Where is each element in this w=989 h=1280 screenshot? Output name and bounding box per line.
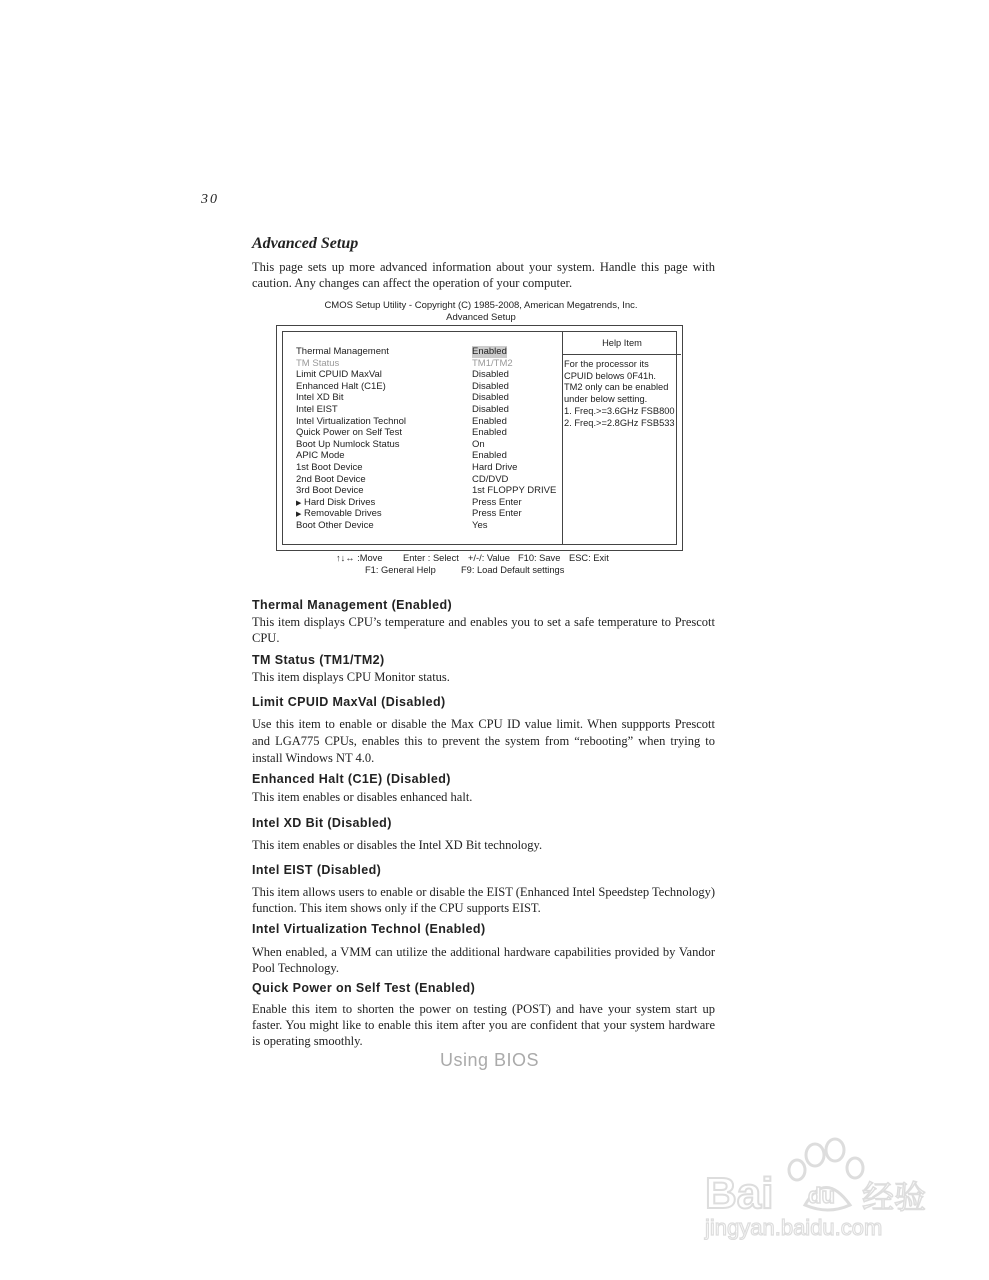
setting-value[interactable]: Press Enter [472,508,522,520]
section-heading: Limit CPUID MaxVal (Disabled) [252,695,446,709]
setting-name [296,450,345,462]
section-heading: TM Status (TM1/TM2) [252,653,385,667]
setting-value[interactable]: CD/DVD [472,473,509,485]
svg-text:经验: 经验 [862,1178,927,1216]
submenu-arrow-icon: ▶ [296,499,302,507]
help-line: 2. Freq.>=2.8GHz FSB533 [564,417,675,428]
help-text [563,355,681,433]
setting-label: 1st Boot Device [296,462,363,473]
setting-name [296,392,344,404]
setting-value[interactable]: Hard Drive [472,462,518,473]
help-line: TM2 only can be enabled [564,382,669,393]
bios-key-legend [276,552,686,576]
setting-label: APIC Mode [296,450,345,462]
key-defaults: F9: Load Default settings [461,565,565,575]
bios-copyright: CMOS Setup Utility - Copyright (C) 1985-2008, American Megatrends, Inc. [324,300,638,311]
bios-setting-row[interactable] [296,520,566,532]
setting-label: Intel EIST [296,404,338,415]
setting-label: 3rd Boot Device [296,485,364,497]
baidu-paw-logo [700,1130,940,1240]
setting-name [296,369,382,381]
setting-name [296,439,400,451]
section-heading: Thermal Management (Enabled) [252,598,453,612]
help-panel [562,332,681,544]
setting-label: Boot Other Device [296,520,374,531]
svg-text:Bai: Bai [705,1169,774,1218]
bios-setting-row[interactable] [296,427,566,439]
setting-name [296,462,363,474]
setting-name [296,381,386,393]
setting-label: Limit CPUID MaxVal [296,369,382,381]
intro-text: This page sets up more advanced information about your system. Handle this page with caution. Any changes can affect the operation of your computer. [252,260,715,290]
key-save: F10: Save [518,553,561,563]
setting-name [296,404,338,416]
section-text: This item enables or disables the Intel XD Bit technology. [252,838,543,852]
bios-setting-row[interactable] [296,450,566,462]
bios-setting-row[interactable] [296,497,566,509]
bios-setting-row[interactable] [296,369,566,381]
section-text: This item allows users to enable or disable the EIST (Enhanced Intel Speedstep Technology) function. This item shows only if the CPU supports EIST. [252,885,715,915]
section-heading: Enhanced Halt (C1E) (Disabled) [252,772,451,786]
section-heading: Quick Power on Self Test (Enabled) [252,981,476,995]
section-text: This item displays CPU’s temperature and enables you to set a safe temperature to Prescott CPU. [252,615,715,645]
bios-setting-row[interactable] [296,474,566,486]
bios-setting-row[interactable] [296,485,566,497]
help-line: under below setting. [564,394,648,405]
section-heading: Intel XD Bit (Disabled) [252,816,392,830]
setting-label: Intel Virtualization Technol [296,415,407,427]
setting-label: Thermal Management [296,346,389,357]
setting-value[interactable]: Enabled [472,427,507,439]
bios-caption [276,300,686,324]
help-line: For the processor its [564,359,649,369]
bios-setting-row[interactable] [296,462,566,474]
bios-setting-row[interactable] [296,508,566,520]
bios-setting-row[interactable] [296,416,566,428]
setting-label: Boot Up Numlock Status [296,438,400,450]
bios-setting-row[interactable] [296,404,566,416]
setting-label: Enhanced Halt (C1E) [296,380,386,392]
setting-name [296,427,402,439]
setting-value[interactable]: 1st FLOPPY DRIVE [472,485,557,497]
bios-setting-row[interactable] [296,346,566,358]
section-text: Use this item to enable or disable the Max CPU ID value limit. When suppports Prescott and LGA775 CPUs, enables this to prevent the system from “rebooting” when trying to install Windows NT 4.0. [252,717,715,765]
bios-panel [282,331,677,545]
key-help: F1: General Help [365,565,436,575]
setting-label: Hard Disk Drives [304,496,376,508]
section-text: When enabled, a VMM can utilize the additional hardware capabilities provided by Vandor Pool Technology. [252,945,715,975]
setting-name [296,416,406,428]
setting-value[interactable]: Press Enter [472,496,522,508]
setting-value[interactable]: Enabled [472,450,507,462]
setting-value[interactable]: Disabled [472,392,509,404]
setting-name [296,520,374,532]
setting-value[interactable]: Enabled [472,415,507,427]
setting-label: Quick Power on Self Test [296,427,402,439]
svg-text:du: du [808,1183,835,1208]
setting-value[interactable]: TM1/TM2 [472,357,513,369]
setting-label: Removable Drives [304,508,382,520]
key-value: +/-/: Value [468,553,510,563]
key-move: ↑↓↔ :Move [336,553,383,563]
section-text: Enable this item to shorten the power on testing (POST) and have your system start up faster. You might like to enable this item after you are confident that your system hardware is operating smoothly. [252,1002,715,1048]
page-title: Advanced Setup [252,235,359,252]
page-number: 30 [201,192,219,207]
help-line: 1. Freq.>=3.6GHz FSB800 [564,405,675,416]
setting-value[interactable]: Yes [472,520,488,531]
setting-value[interactable]: On [472,438,485,450]
footer-chapter: Using BIOS [440,1050,540,1070]
setting-value[interactable]: Enabled [472,346,507,357]
section-heading: Intel Virtualization Technol (Enabled) [252,922,486,936]
baidu-watermark [700,1130,940,1240]
bios-setting-row[interactable] [296,439,566,451]
bios-setting-row[interactable] [296,381,566,393]
submenu-arrow-icon: ▶ [296,511,302,519]
setting-value[interactable]: Disabled [472,369,509,381]
bios-screen [276,325,683,551]
setting-name [296,474,366,486]
bios-setting-row[interactable] [296,358,566,370]
setting-value[interactable]: Disabled [472,404,509,415]
key-select: Enter : Select [403,553,459,563]
bios-setting-row[interactable] [296,392,566,404]
setting-label: TM Status [296,357,340,369]
section-heading: Intel EIST (Disabled) [252,863,382,877]
bios-screen-title: Advanced Setup [446,312,516,323]
setting-label: 2nd Boot Device [296,473,366,485]
svg-text:jingyan.baidu.com: jingyan.baidu.com [705,1215,883,1240]
section-text: This item displays CPU Monitor status. [252,670,450,684]
setting-value[interactable]: Disabled [472,380,509,392]
key-exit: ESC: Exit [569,553,609,563]
setting-name [296,485,364,497]
setting-name [296,346,389,358]
help-title: Help Item [563,332,681,355]
section-text: This item enables or disables enhanced halt. [252,790,473,804]
setting-label: Intel XD Bit [296,392,344,404]
help-line: CPUID belows 0F41h. [564,370,656,381]
setting-name [296,358,339,370]
